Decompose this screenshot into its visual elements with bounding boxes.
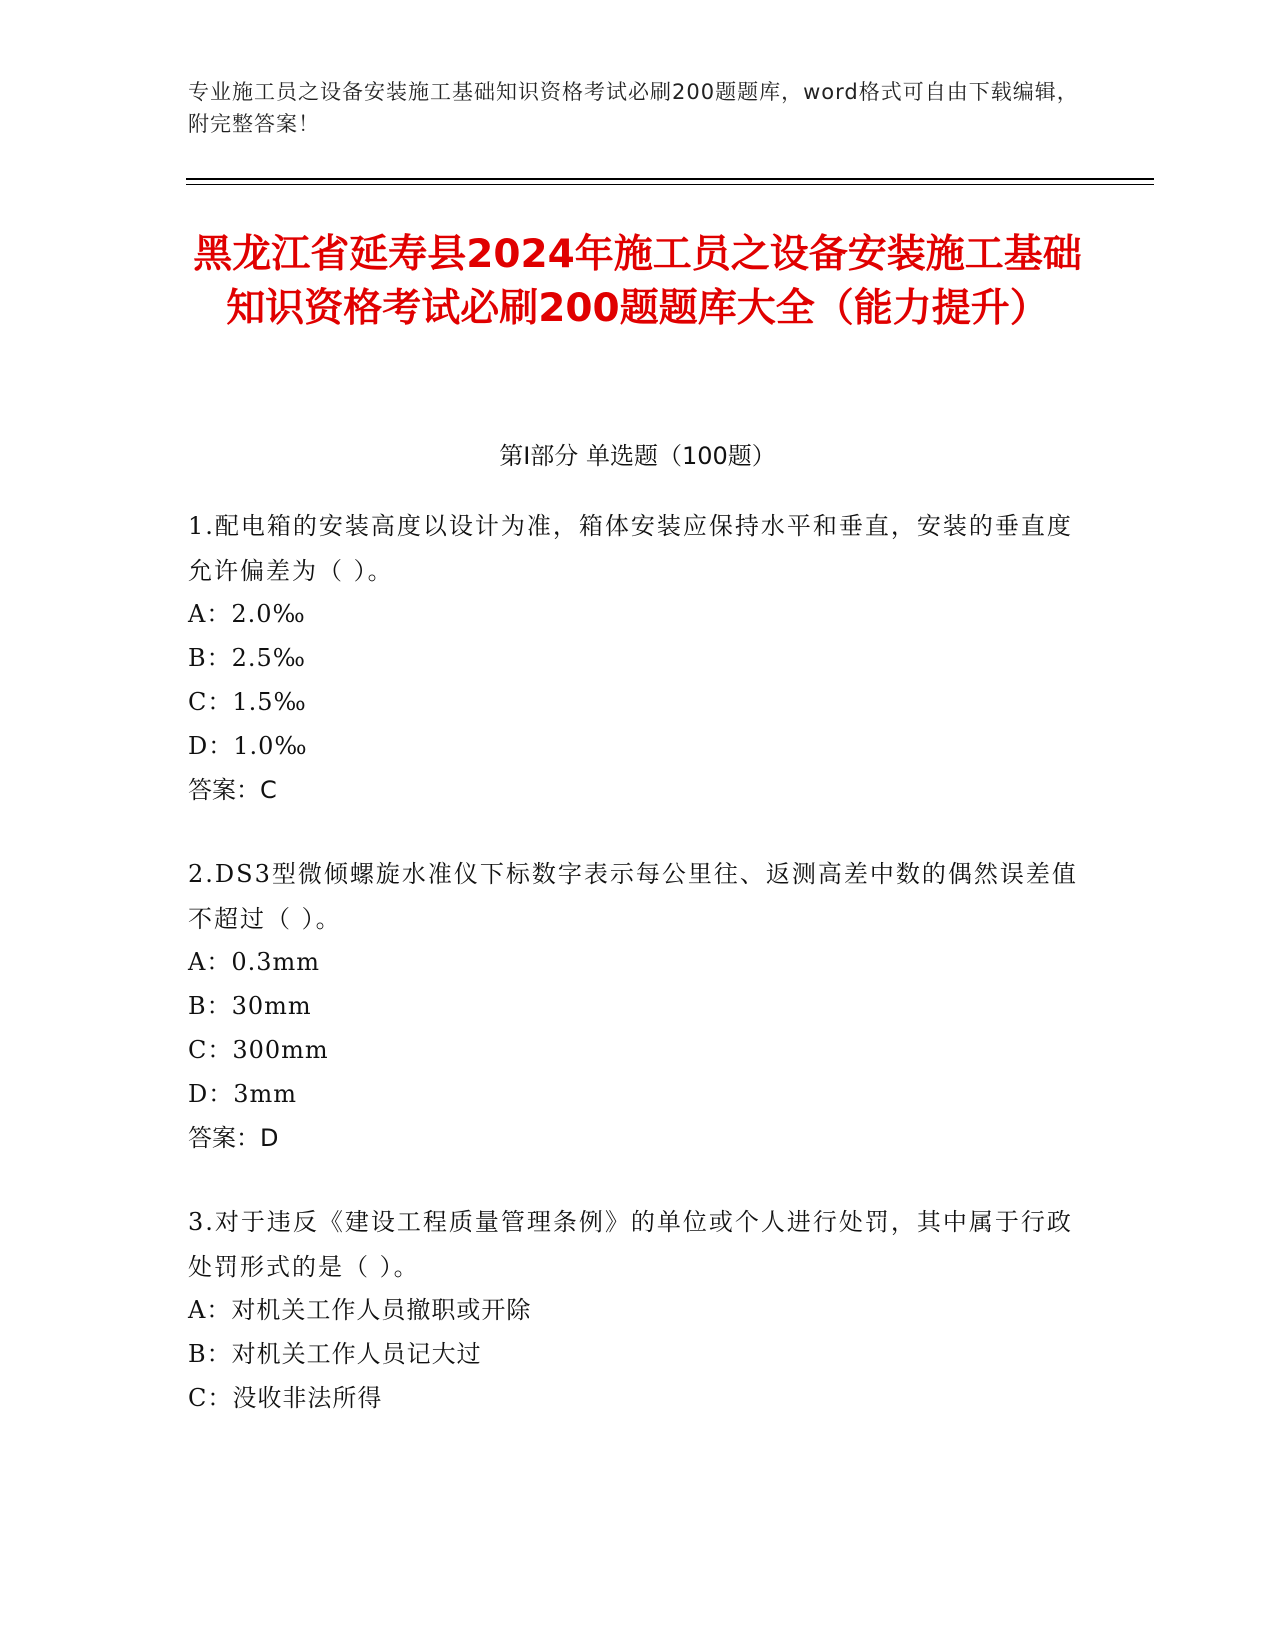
question-option: A：2.0‰ — [188, 600, 306, 628]
header-divider-thick — [186, 178, 1154, 180]
question-answer: 答案：D — [188, 1124, 279, 1152]
question-stem: 3.对于违反《建设工程质量管理条例》的单位或个人进行处罚，其中属于行政处罚形式的是（ ）。 — [188, 1208, 1073, 1281]
question-option: A：对机关工作人员撤职或开除 — [188, 1296, 532, 1324]
question-option: B：2.5‰ — [188, 644, 307, 672]
question-stem: 2.DS3型微倾螺旋水准仪下标数字表示每公里往、返测高差中数的偶然误差值不超过（ ）。 — [188, 860, 1078, 933]
header-divider-thin — [186, 184, 1154, 185]
question-option: C：1.5‰ — [188, 688, 307, 716]
question-option: A：0.3mm — [188, 948, 321, 976]
header-note: 专业施工员之设备安装施工基础知识资格考试必刷200题题库，word格式可自由下载编辑，附完整答案！ — [188, 80, 1079, 136]
question-option: B：30mm — [188, 992, 312, 1020]
document-title: 黑龙江省延寿县2024年施工员之设备安装施工基础知识资格考试必刷200题题库大全（能力提升） — [193, 232, 1082, 331]
question-option: B：对机关工作人员记大过 — [188, 1340, 482, 1368]
question-option: D：3mm — [188, 1080, 298, 1108]
question-option: D：1.0‰ — [188, 732, 308, 760]
question-answer: 答案：C — [188, 776, 277, 804]
question-option: C：300mm — [188, 1036, 329, 1064]
section-heading: 第Ⅰ部分 单选题（100题） — [499, 442, 776, 470]
question-option: C：没收非法所得 — [188, 1384, 383, 1412]
question-stem: 1.配电箱的安装高度以设计为准，箱体安装应保持水平和垂直，安装的垂直度允许偏差为（ ）。 — [188, 512, 1073, 585]
